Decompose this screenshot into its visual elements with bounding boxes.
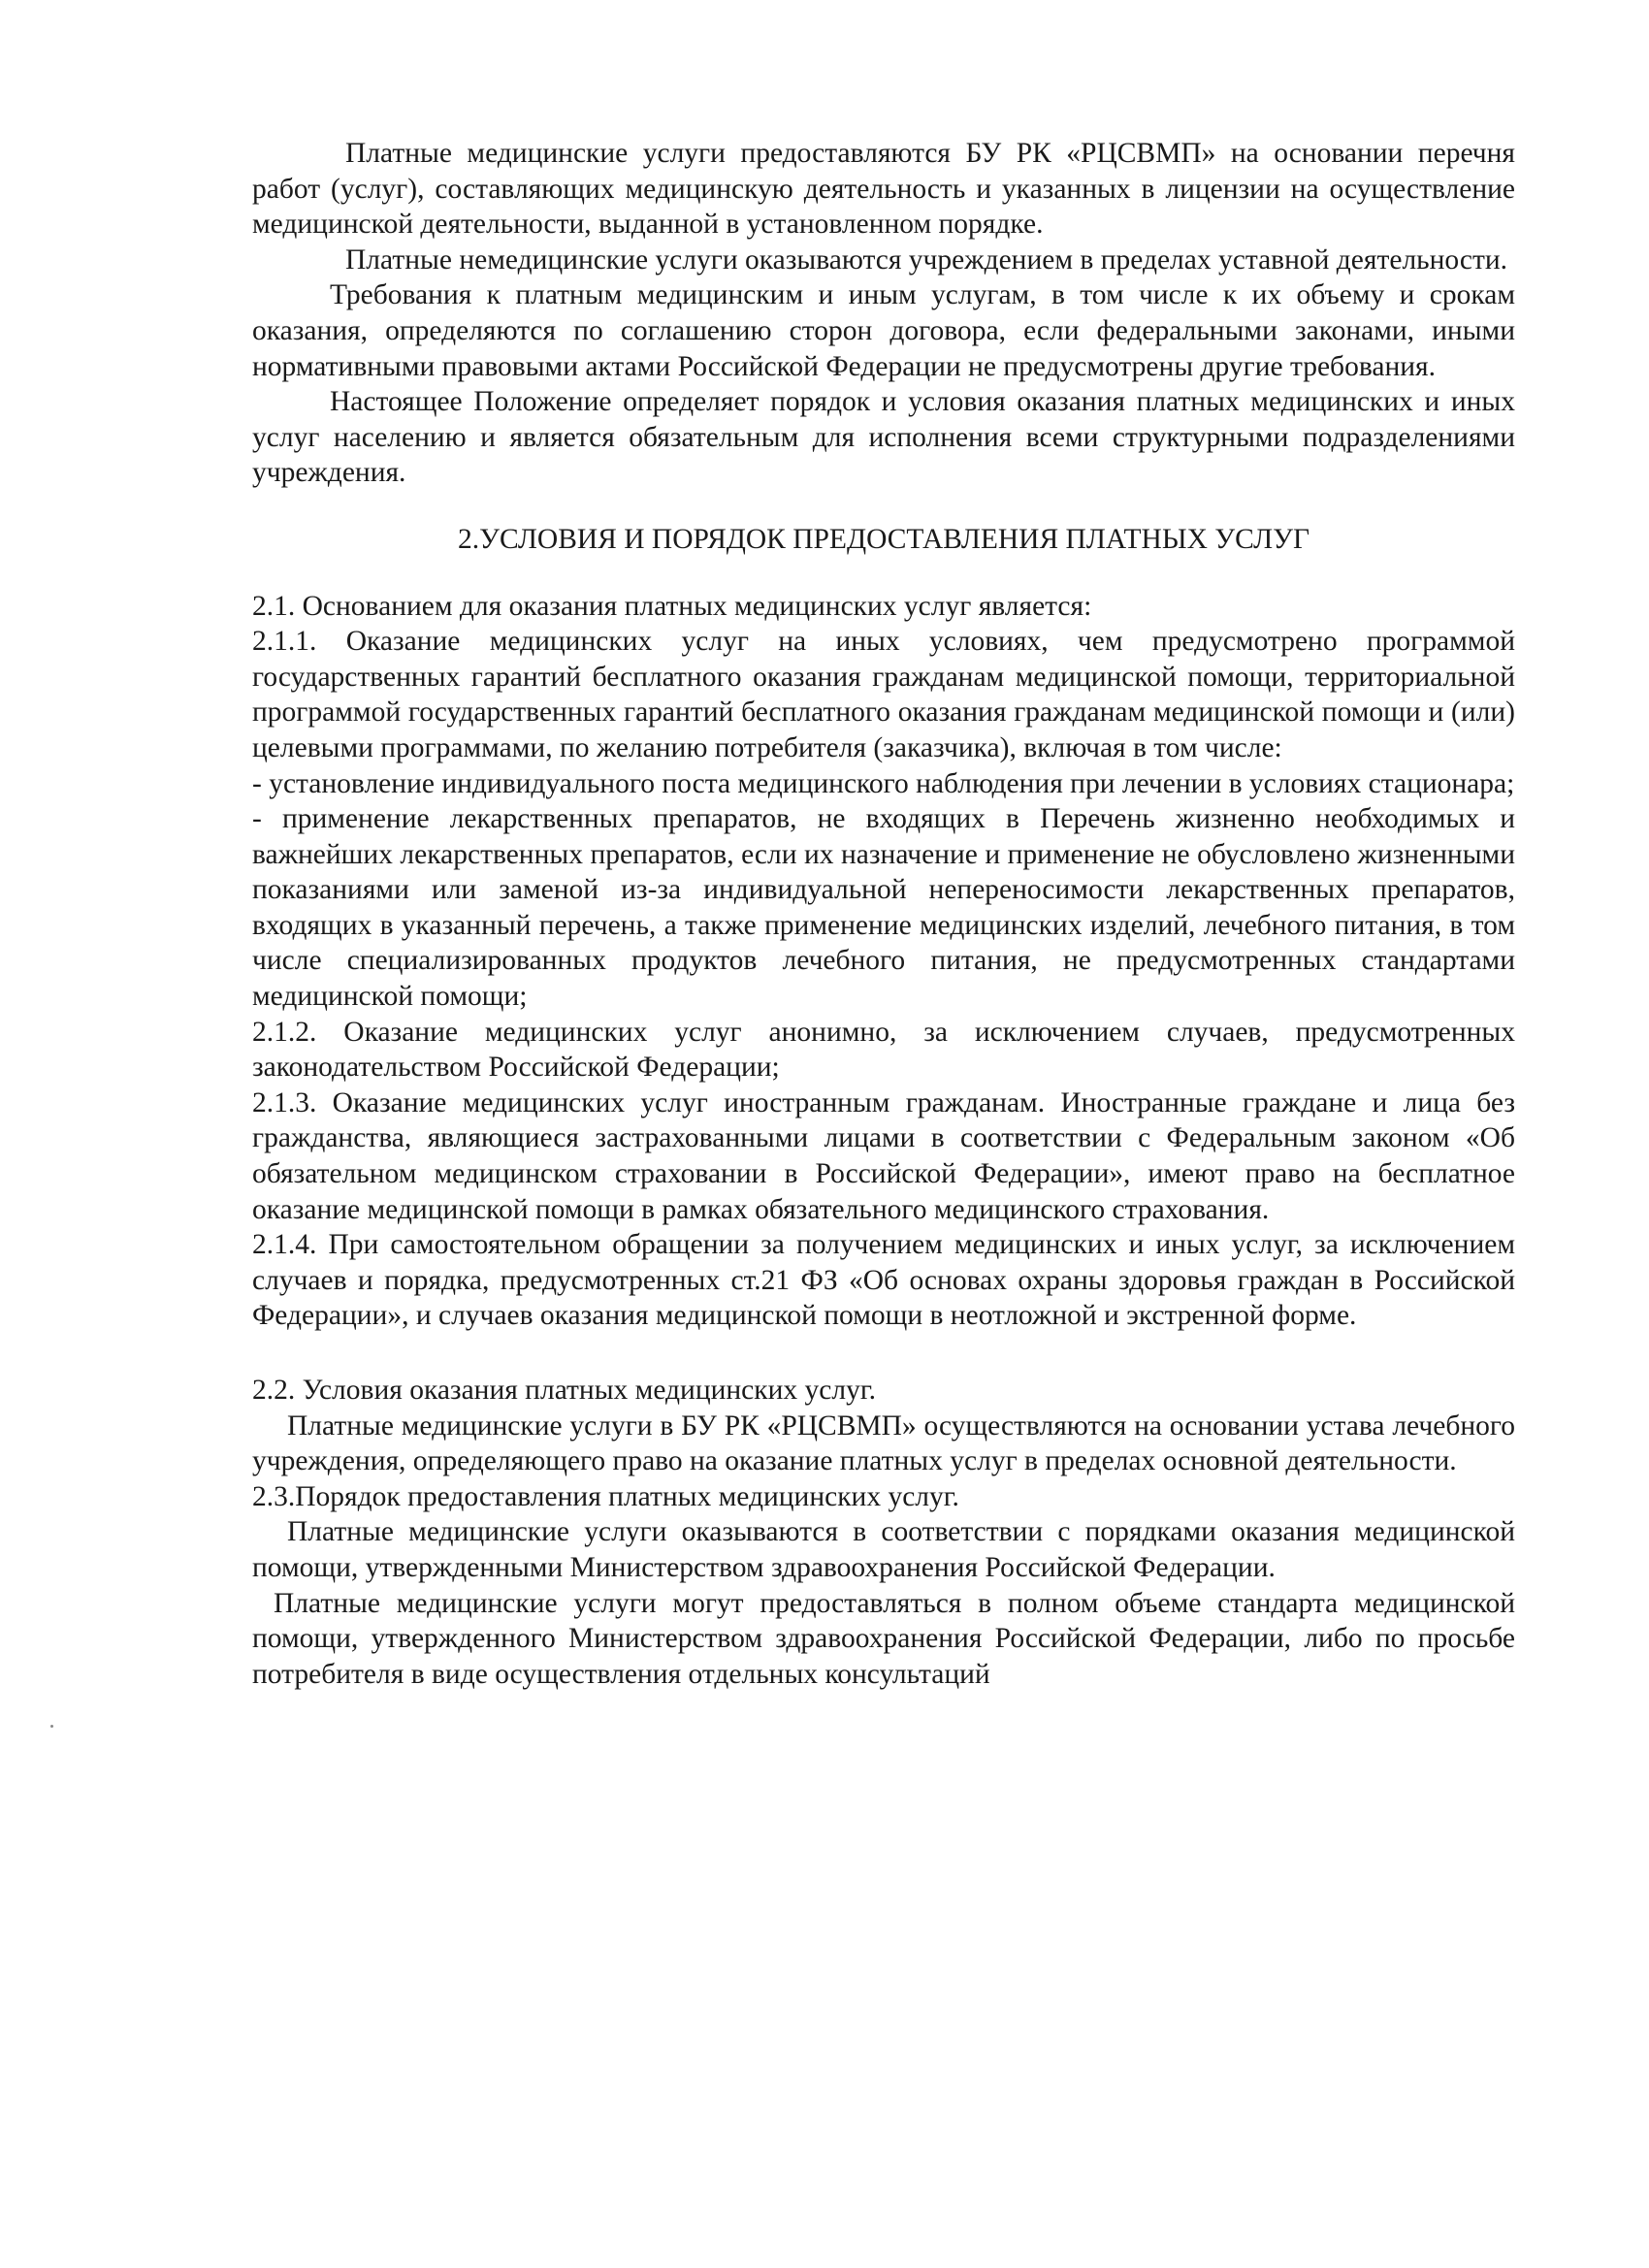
clause-2-1-4: 2.1.4. При самостоятельном обращении за получением медицинских и иных услуг, за исключением случаев и порядка, предусмотренных ст.21 ФЗ «Об основах охраны здоровья граждан в Российской Федерации», и случаев оказания медицинской помощи в неотложной и экстренной форме. bbox=[252, 1229, 1515, 1332]
scan-speck bbox=[50, 1725, 53, 1728]
document-page bbox=[252, 136, 1515, 1692]
clause-2-3-text-2: Платные медицинские услуги могут предоставляться в полном объеме стандарта медицинской помощи, утвержденного Министерством здравоохранения Российской Федерации, либо по просьбе потребителя в виде осуществления отдельных консультаций bbox=[252, 1587, 1515, 1690]
intro-paragraph-3: Требования к платным медицинским и иным услугам, в том числе к их объему и срокам оказания, определяются по соглашению сторон договора, если федеральными законами, иными нормативными правовыми актами Российской Федерации не предусмотрены другие требования. bbox=[252, 279, 1515, 382]
clause-2-1-2: 2.1.2. Оказание медицинских услуг анонимно, за исключением случаев, предусмотренных законодательством Российской Федерации; bbox=[252, 1016, 1515, 1084]
clause-2-2-text: Платные медицинские услуги в БУ РК «РЦСВМП» осуществляются на основании устава лечебного учреждения, определяющего право на оказание платных услуг в пределах основной деятельности. bbox=[252, 1409, 1515, 1477]
section-heading: 2.УСЛОВИЯ И ПОРЯДОК ПРЕДОСТАВЛЕНИЯ ПЛАТНЫХ УСЛУГ bbox=[457, 523, 1310, 555]
clause-2-1-1: 2.1.1. Оказание медицинских услуг на иных условиях, чем предусмотрено программой государственных гарантий бесплатного оказания гражданам медицинской помощи, территориальной программой государственных гарантий бесплатного оказания гражданам медицинской помощи и (или) целевыми программами, по желанию потребителя (заказчика), включая в том числе: bbox=[252, 626, 1515, 763]
clause-2-1: 2.1. Основанием для оказания платных медицинских услуг является: bbox=[252, 590, 1092, 622]
paragraph-gap bbox=[252, 1334, 1515, 1373]
list-item-bullet-1: - установление индивидуального поста медицинского наблюдения при лечении в условиях стационара; bbox=[252, 767, 1515, 799]
clause-2-2: 2.2. Условия оказания платных медицинских услуг. bbox=[252, 1375, 876, 1406]
intro-paragraph-4: Настоящее Положение определяет порядок и условия оказания платных медицинских и иных услуг населению и является обязательным для исполнения всеми структурными подразделениями учреждения. bbox=[252, 386, 1515, 489]
list-item-bullet-2: - применение лекарственных препаратов, не входящих в Перечень жизненно необходимых и важнейших лекарственных препаратов, если их назначение и применение не обусловлено жизненными показаниями или заменой из-за индивидуальной непереносимости лекарственных препаратов, входящих в указанный перечень, а также применение медицинских изделий, лечебного питания, в том числе специализированных продуктов лечебного питания, не предусмотренных стандартами медицинской помощи; bbox=[252, 803, 1515, 1013]
clause-2-1-3: 2.1.3. Оказание медицинских услуг иностранным гражданам. Иностранные граждане и лица без гражданства, являющиеся застрахованными лицами в соответствии с Федеральным законом «Об обязательном медицинском страховании в Российской Федерации», имеют право на бесплатное оказание медицинской помощи в рамках обязательного медицинского страхования. bbox=[252, 1086, 1515, 1225]
intro-paragraph-2: Платные немедицинские услуги оказываются учреждением в пределах уставной деятельности. bbox=[345, 243, 1508, 275]
clause-2-3: 2.3.Порядок предоставления платных медицинских услуг. bbox=[252, 1480, 959, 1512]
clause-2-3-text-1: Платные медицинские услуги оказываются в соответствии с порядками оказания медицинской помощи, утвержденными Министерством здравоохранения Российской Федерации. bbox=[252, 1516, 1515, 1583]
intro-paragraph-1: Платные медицинские услуги предоставляются БУ РК «РЦСВМП» на основании перечня работ (услуг), составляющих медицинскую деятельность и указанных в лицензии на осуществление медицинской деятельности, выданной в установленном порядке. bbox=[252, 138, 1515, 241]
